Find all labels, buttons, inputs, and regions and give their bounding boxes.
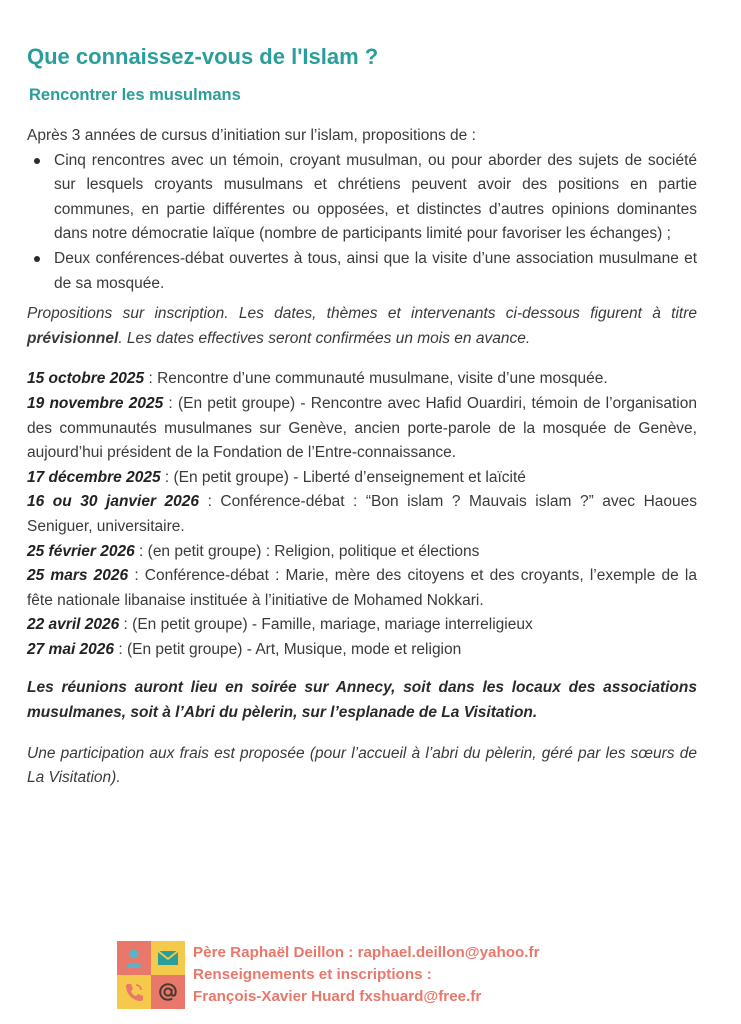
event-item [27, 466, 697, 491]
event-text: : (En petit groupe) - Rencontre avec Hafid Ouardiri, témoin de l’organisation des communautés musulmanes sur Genève, ancien porte-parole de la mosquée de Genève, aujourd’hui président de la Fondation de l’Entre-connaissance. [27, 394, 697, 462]
note-text: . Les dates effectives seront confirmées un mois en avance. [118, 329, 531, 347]
proposals-list [27, 149, 697, 297]
contact-block [193, 942, 539, 1008]
event-date: 27 mai 2026 [27, 640, 115, 658]
event-item [27, 613, 697, 638]
at-sign-tile [151, 975, 185, 1009]
note-text: Propositions sur inscription. Les dates, thèmes et intervenants ci-dessous figurent à titre [27, 305, 697, 323]
event-text: : Rencontre d’une communauté musulmane, visite d’une mosquée. [144, 370, 608, 388]
event-item [27, 638, 697, 663]
phone-icon [123, 981, 145, 1003]
contact-icon-grid [117, 941, 185, 1009]
contact-registration: François-Xavier Huard fxshuard@free.fr [193, 988, 482, 1005]
event-date: 22 avril 2026 [27, 616, 120, 634]
person-tile [117, 941, 151, 975]
event-text: : Conférence-débat : Marie, mère des citoyens et des croyants, l’exemple de la fête nationale libanaise instituée à l’initiative de Mohamed Nokkari. [27, 567, 697, 609]
fees-note: Une participation aux frais est proposée (pour l’accueil à l’abri du pèlerin, géré par les sœurs de La Visitation). [27, 744, 697, 787]
event-text: : Conférence-débat : “Bon islam ? Mauvais islam ?” avec Haoues Seniguer, universitaire. [27, 493, 697, 535]
event-date: 16 ou 30 janvier 2026 [27, 493, 200, 511]
envelope-icon [157, 949, 179, 967]
intro-lead: Après 3 années de cursus d’initiation sur l’islam, propositions de : [27, 127, 476, 144]
note-bold: prévisionnel [27, 329, 119, 347]
person-icon [123, 947, 145, 969]
main-content [27, 124, 697, 791]
event-item [27, 540, 697, 565]
meeting-location: Les réunions auront lieu en soirée sur Annecy, soit dans les locaux des associations musulmanes, soit à l’Abri du pèlerin, sur l’esplanade de La Visitation. [27, 679, 697, 722]
event-text: : (En petit groupe) - Liberté d’enseignement et laïcité [160, 468, 526, 486]
event-date: 15 octobre 2025 [27, 370, 145, 388]
event-text: : (En petit groupe) - Art, Musique, mode et religion [114, 640, 462, 658]
page-title: Que connaissez-vous de l'Islam ? [27, 44, 379, 69]
events-list [27, 367, 697, 662]
event-item [27, 367, 697, 392]
at-sign-icon [157, 981, 179, 1003]
event-date: 25 mars 2026 [27, 567, 129, 585]
contact-registration-label: Renseignements et inscriptions : [193, 966, 432, 983]
list-item: Deux conférences-débat ouvertes à tous, ainsi que la visite d’une association musulmane et de sa mosquée. [54, 247, 697, 296]
phone-tile [117, 975, 151, 1009]
envelope-tile [151, 941, 185, 975]
event-item [27, 490, 697, 539]
contact-priest: Père Raphaël Deillon : raphael.deillon@yahoo.fr [193, 944, 540, 961]
event-item [27, 392, 697, 466]
event-date: 19 novembre 2025 [27, 394, 164, 412]
event-date: 17 décembre 2025 [27, 468, 161, 486]
list-item: Cinq rencontres avec un témoin, croyant musulman, ou pour aborder des sujets de société sur lesquels croyants musulmans et chrétiens peuvent avoir des positions en partie communes, en partie différentes ou opposées, et distinctes d’autres opinions dominantes dans notre démocratie laïque (nombre de participants limité pour favoriser les échanges) ; [54, 149, 697, 247]
registration-note [27, 302, 697, 351]
page-subtitle: Rencontrer les musulmans [29, 86, 241, 104]
event-item [27, 564, 697, 613]
event-text: : (En petit groupe) - Famille, mariage, mariage interreligieux [119, 616, 533, 634]
event-text: : (en petit groupe) : Religion, politique et élections [134, 542, 480, 560]
event-date: 25 février 2026 [27, 542, 135, 560]
